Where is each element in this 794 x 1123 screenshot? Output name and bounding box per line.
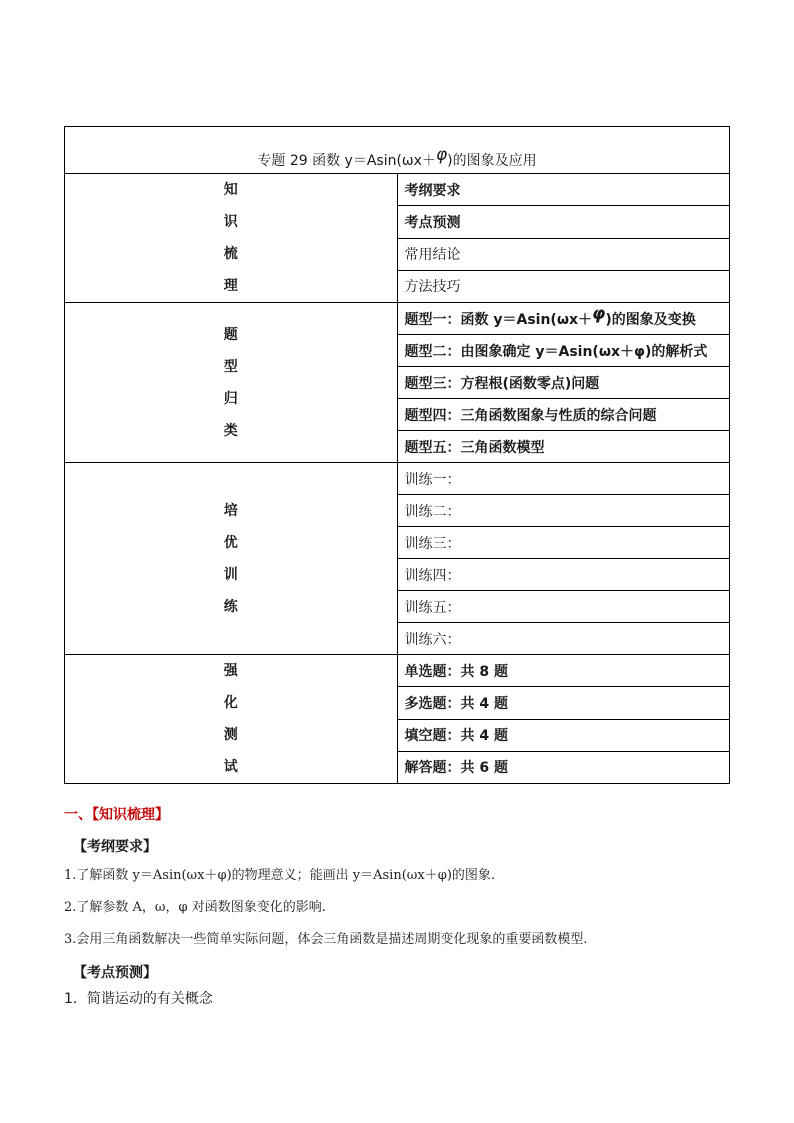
item-fangfa[interactable]: 方法技巧 [397, 270, 730, 302]
category-qianghua-ceshi: 强 化 测 试 [65, 655, 398, 784]
item-xunlian-4[interactable]: 训练四： [397, 559, 730, 591]
item-xunlian-5[interactable]: 训练五： [397, 591, 730, 623]
category-peiyou-xunlian: 培 优 训 练 [65, 463, 398, 655]
item-changyong[interactable]: 常用结论 [397, 238, 730, 270]
kaogang-heading: 【考纲要求】 [73, 839, 157, 855]
kaogang-line-1: 1.了解函数 y＝Asin(ωx＋φ)的物理意义；能画出 y＝Asin(ωx＋φ)的图象. [64, 868, 496, 883]
outline-table [64, 126, 730, 784]
category-tixing-guilei: 题 型 归 类 [65, 303, 398, 463]
item-jieda[interactable]: 解答题：共 6 题 [397, 751, 730, 783]
item-xunlian-3[interactable]: 训练三： [397, 527, 730, 559]
item-xunlian-1[interactable]: 训练一： [397, 463, 730, 495]
item-duoxuan[interactable]: 多选题：共 4 题 [397, 687, 730, 719]
kaogang-line-2: 2.了解参数 A，ω，φ 对函数图象变化的影响. [64, 900, 326, 915]
item-xunlian-2[interactable]: 训练二： [397, 495, 730, 527]
table-title: 专题 29 函数 y＝Asin(ωx＋φ)的图象及应用 [65, 127, 730, 174]
category-zhishi-shuli: 知 识 梳 理 [65, 174, 398, 303]
item-tixing-2[interactable]: 题型二：由图象确定 y＝Asin(ωx＋φ)的解析式 [397, 335, 730, 367]
section-title: 一、【知识梳理】 [64, 807, 169, 823]
kaodian-first-item: 1．简谐运动的有关概念 [64, 991, 213, 1007]
item-kaodian[interactable]: 考点预测 [397, 206, 730, 238]
item-danxuan[interactable]: 单选题：共 8 题 [397, 655, 730, 687]
item-tixing-1[interactable]: 题型一：函数 y＝Asin(ωx＋φ)的图象及变换 [397, 303, 730, 335]
item-tixing-4[interactable]: 题型四：三角函数图象与性质的综合问题 [397, 399, 730, 431]
item-tiankong[interactable]: 填空题：共 4 题 [397, 719, 730, 751]
item-kaogang[interactable]: 考纲要求 [397, 174, 730, 206]
kaodian-heading: 【考点预测】 [73, 965, 157, 981]
item-tixing-3[interactable]: 题型三：方程根(函数零点)问题 [397, 367, 730, 399]
kaogang-line-3: 3.会用三角函数解决一些简单实际问题，体会三角函数是描述周期变化现象的重要函数模型. [64, 932, 588, 947]
item-tixing-5[interactable]: 题型五：三角函数模型 [397, 431, 730, 463]
item-xunlian-6[interactable]: 训练六： [397, 623, 730, 655]
